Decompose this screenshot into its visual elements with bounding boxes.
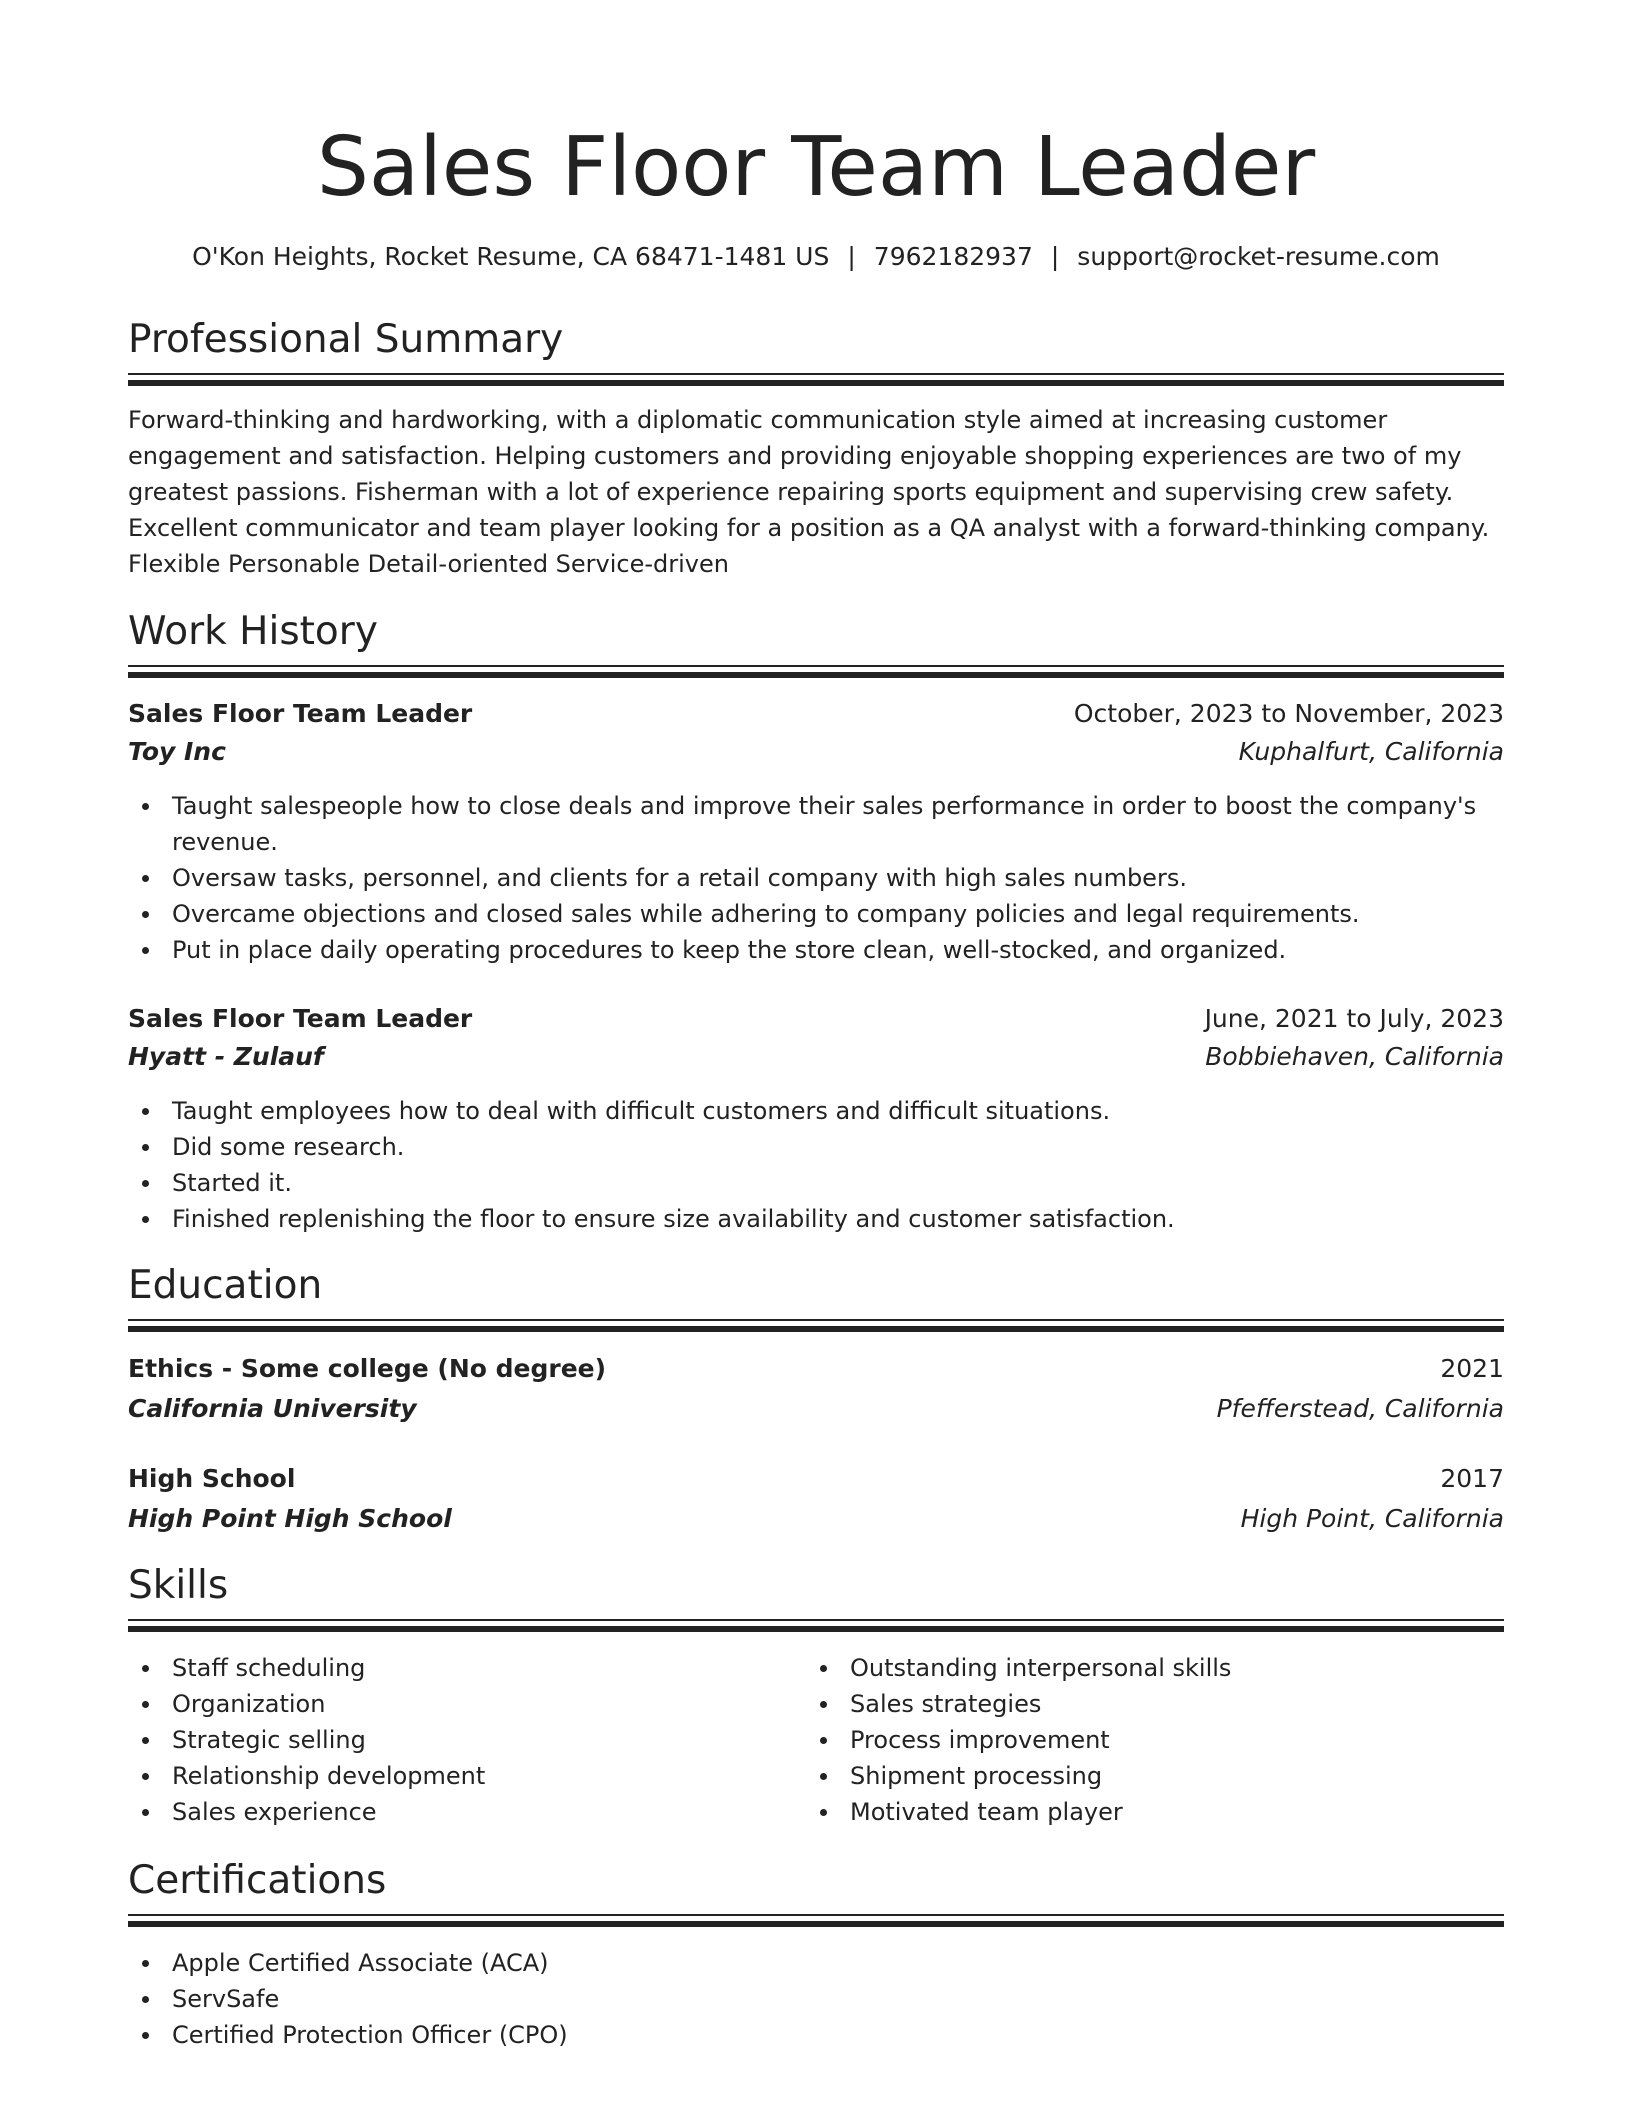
- list-item: Sales strategies: [850, 1686, 1490, 1722]
- job-company: Toy Inc: [128, 737, 226, 766]
- education-degree: High School: [128, 1464, 296, 1493]
- summary-text: Forward-thinking and hardworking, with a diplomatic communication style aimed at increasing customer engagement and satisfaction. Helping customers and providing enjoyable shopping experiences are two of my greatest passions. Fisherman with a lot of experience repairing sports equipment and supervising crew safety. Excellent communicator and team player looking for a position as a QA analyst with a forward-thinking company. Flexible Personable Detail-oriented Service-driven: [128, 406, 1490, 578]
- list-item: Relationship development: [172, 1758, 812, 1794]
- list-item: Apple Certified Associate (ACA): [172, 1945, 1504, 1981]
- list-item: Outstanding interpersonal skills: [850, 1650, 1490, 1686]
- education-school: California University: [128, 1394, 417, 1423]
- list-item: Taught employees how to deal with difficult customers and difficult situations.: [172, 1093, 1504, 1129]
- education-year: 2021: [1440, 1354, 1504, 1383]
- section-title-education: Education: [128, 1263, 323, 1308]
- certifications-list: [128, 1945, 1504, 2053]
- list-item: Taught salespeople how to close deals and improve their sales performance in order to boost the company's revenue.: [172, 788, 1504, 860]
- skills-list-right: [806, 1650, 1490, 1830]
- section-title-work: Work History: [128, 609, 378, 654]
- section-divider: [128, 1914, 1504, 1927]
- list-item: Shipment processing: [850, 1758, 1490, 1794]
- list-item: Motivated team player: [850, 1794, 1490, 1830]
- resume-title: Sales Floor Team Leader: [316, 120, 1316, 215]
- contact-address: O'Kon Heights, Rocket Resume, CA 68471-1481 US: [192, 242, 830, 271]
- contact-separator: |: [1050, 242, 1060, 271]
- list-item: Did some research.: [172, 1129, 1504, 1165]
- list-item: Started it.: [172, 1165, 1504, 1201]
- contact-line: [0, 238, 1632, 276]
- contact-separator: |: [847, 242, 856, 271]
- list-item: Organization: [172, 1686, 812, 1722]
- education-location: Pfefferstead, California: [1216, 1394, 1504, 1423]
- list-item: Put in place daily operating procedures to keep the store clean, well-stocked, and organized.: [172, 932, 1504, 968]
- section-divider: [128, 1319, 1504, 1332]
- list-item: Strategic selling: [172, 1722, 812, 1758]
- skills-list-left: [128, 1650, 812, 1830]
- list-item: Sales experience: [172, 1794, 812, 1830]
- section-title-summary: Professional Summary: [128, 317, 564, 362]
- list-item: Finished replenishing the floor to ensure size availability and customer satisfaction.: [172, 1201, 1504, 1237]
- job-bullets: [128, 788, 1504, 968]
- list-item: Overcame objections and closed sales while adhering to company policies and legal requirements.: [172, 896, 1504, 932]
- section-divider: [128, 665, 1504, 678]
- education-location: High Point, California: [1240, 1504, 1504, 1533]
- job-dates: June, 2021 to July, 2023: [1204, 1004, 1504, 1033]
- education-year: 2017: [1440, 1464, 1504, 1493]
- list-item: Oversaw tasks, personnel, and clients for a retail company with high sales numbers.: [172, 860, 1504, 896]
- job-company: Hyatt - Zulauf: [128, 1042, 324, 1071]
- education-degree: Ethics - Some college (No degree): [128, 1354, 607, 1383]
- section-title-skills: Skills: [128, 1563, 229, 1608]
- job-position: Sales Floor Team Leader: [128, 1004, 473, 1033]
- education-school: High Point High School: [128, 1504, 452, 1533]
- contact-email[interactable]: support@rocket-resume.com: [1077, 242, 1440, 271]
- section-divider: [128, 373, 1504, 386]
- list-item: ServSafe: [172, 1981, 1504, 2017]
- job-bullets: [128, 1093, 1504, 1237]
- job-location: Bobbiehaven, California: [1205, 1042, 1504, 1071]
- section-divider: [128, 1619, 1504, 1632]
- job-location: Kuphalfurt, California: [1238, 737, 1504, 766]
- job-position: Sales Floor Team Leader: [128, 699, 473, 728]
- contact-phone: 7962182937: [873, 242, 1033, 271]
- section-title-certifications: Certifications: [128, 1858, 387, 1903]
- list-item: Staff scheduling: [172, 1650, 812, 1686]
- job-dates: October, 2023 to November, 2023: [1073, 699, 1504, 728]
- list-item: Process improvement: [850, 1722, 1490, 1758]
- list-item: Certified Protection Officer (CPO): [172, 2017, 1504, 2053]
